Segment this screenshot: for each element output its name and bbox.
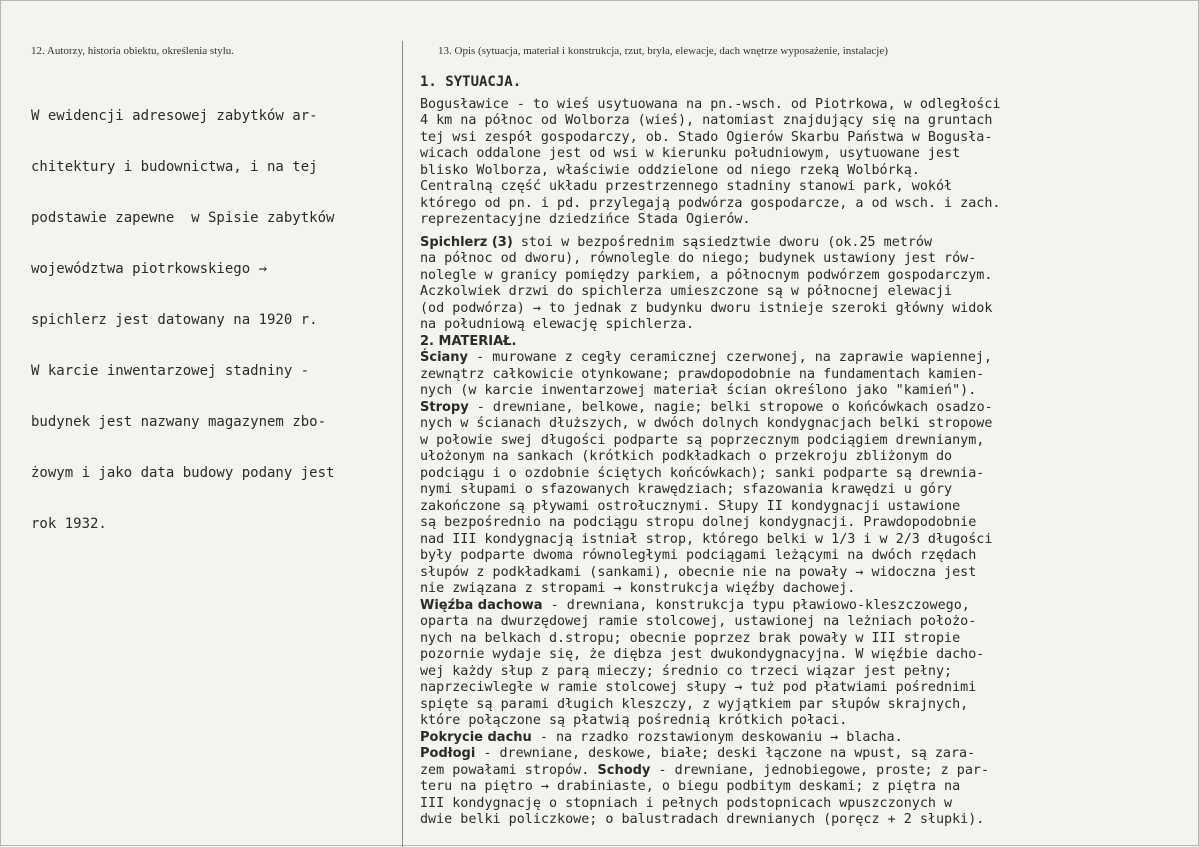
field-13-header: 13. Opis (sytuacja, materiał i konstrukcja, rzut, bryła, elewacje, dach wnętrze wyposażenie, instalacje) bbox=[438, 45, 888, 57]
roofing-line bbox=[420, 730, 1180, 747]
walls-label: Ściany bbox=[420, 350, 469, 365]
field-12-header: 12. Autorzy, historia obiektu, określenia stylu. bbox=[31, 45, 235, 57]
history-line: podstawie zapewne w Spisie zabytków bbox=[31, 210, 335, 226]
text-line: które połączone są płatwią pośrednią krótkich połaci. bbox=[420, 713, 848, 728]
section-heading-material: 2. MATERIAŁ. bbox=[420, 333, 517, 349]
text-line: nymi słupami o sfazowanych krawędziach; sfazowania krawędzi u góry bbox=[420, 482, 953, 497]
text-line: nolegle w granicy pomiędzy parkiem, a północnym podwórzem gospodarczym. bbox=[420, 267, 993, 283]
text-line: dwie belki policzkowe; o balustradach drewnianych (poręcz + 2 słupki). bbox=[420, 812, 985, 827]
roof-truss-label: Więźba dachowa bbox=[420, 597, 543, 613]
roofing-label: Pokrycie dachu bbox=[420, 729, 532, 745]
text-line: podciągu i o ozdobnie ściętych końcówkach); sanki podparte są drewnia- bbox=[420, 465, 985, 481]
text-line: - drewniane, deskowe, białe; deski łączone na wpust, są zara- bbox=[475, 746, 976, 761]
text-line: Bogusławice - to wieś usytuowana na pn.-wsch. od Piotrkowa, w odległości bbox=[420, 96, 1001, 112]
text-line: Aczkolwiek drzwi do spichlerza umieszczone są w północnej elewacji bbox=[420, 284, 953, 299]
text-line: ułożonym na sankach (krótkich podkładkach o przekroju zbliżonym do bbox=[420, 449, 953, 464]
text-line: reprezentacyjne dziedzińce Stada Ogierów. bbox=[420, 212, 751, 227]
text-line: zakończone są pływami ostrołucznymi. Słupy II kondygnacji ustawione bbox=[420, 498, 961, 514]
text-line: którego od pn. i pd. przylegają podwórza gospodarcze, a od wsch. i zach. bbox=[420, 195, 1001, 211]
text-line: - na rzadko rozstawionym deskowaniu → blacha. bbox=[531, 729, 903, 745]
column-divider bbox=[402, 41, 403, 847]
text-line: nych w ścianach dłuższych, w dwóch dolnych kondygnacjach belki stropowe bbox=[420, 416, 993, 431]
history-line: spichlerz jest datowany na 1920 r. bbox=[31, 312, 318, 328]
history-line: chitektury i budownictwa, i na tej bbox=[31, 159, 318, 175]
text-line: nych (w karcie inwentarzowej materiał ścian określono jako "kamień"). bbox=[420, 383, 977, 398]
text-line: teru na piętro → drabiniaste, o biegu podbitym deskami; z piętra na bbox=[420, 779, 961, 794]
text-line: - murowane z cegły ceramicznej czerwonej, na zaprawie wapiennej, bbox=[468, 350, 993, 365]
text-line: zewnątrz całkowicie otynkowane; prawdopodobnie na fundamentach kamien- bbox=[420, 366, 985, 382]
history-line: W karcie inwentarzowej stadniny - bbox=[31, 363, 310, 379]
floors-stairs-paragraph bbox=[420, 746, 1180, 829]
text-line: III kondygnację o stopniach i pełnych podstopnicach wpuszczonych w bbox=[420, 795, 953, 811]
history-line: województwa piotrkowskiego → bbox=[31, 261, 268, 277]
text-line: były podparte dwoma równoległymi podciągami leżącymi na dwóch rzędach bbox=[420, 548, 977, 563]
history-line: W ewidencji adresowej zabytków ar- bbox=[31, 108, 318, 124]
text-line: wej każdy słup z parą mieczy; średnio co trzeci wiązar jest pełny; bbox=[420, 663, 953, 679]
text-line: zem powałami stropów. bbox=[420, 762, 598, 778]
text-line: oparta na dwurzędowej ramie stolcowej, ustawionej na leżniach położo- bbox=[420, 614, 977, 629]
stairs-label: Schody bbox=[597, 762, 651, 778]
text-line: - drewniane, jednobiegowe, proste; z par- bbox=[650, 762, 990, 778]
ceilings-label: Stropy bbox=[420, 399, 469, 415]
history-line: rok 1932. bbox=[31, 516, 107, 532]
walls-paragraph bbox=[420, 350, 1180, 400]
history-text bbox=[31, 74, 391, 567]
text-line: pozornie wydaje się, że diębza jest dwukondygnacyjna. W więźbie dacho- bbox=[420, 647, 985, 662]
text-line: na północ od dworu), równolegle do niego; budynek ustawiony jest rów- bbox=[420, 251, 977, 266]
text-line: w połowie swej długości podparte są poprzecznym podciągiem drewnianym, bbox=[420, 432, 985, 448]
text-line: 4 km na północ od Wolborza (wieś), natomiast znajdujący się na gruntach bbox=[420, 113, 993, 128]
text-line: słupów z podkładkami (sankami), obecnie nie na powały → widoczna jest bbox=[420, 564, 977, 580]
text-line: spięte są parami długich kleszczy, z wyjątkiem par słupów skrajnych, bbox=[420, 696, 969, 712]
history-line: budynek jest nazwany magazynem zbo- bbox=[31, 414, 327, 430]
floors-label: Podłogi bbox=[420, 746, 476, 761]
text-line: nych na belkach d.stropu; obecnie poprzez brak powały w III stropie bbox=[420, 630, 961, 646]
description-text bbox=[420, 74, 1180, 829]
history-line: żowym i jako data budowy podany jest bbox=[31, 465, 335, 481]
situation-paragraph bbox=[420, 97, 1180, 229]
text-line: nie związana z stropami → konstrukcja więźby dachowej. bbox=[420, 581, 856, 596]
text-line: nad III kondygnacją istniał strop, którego belki w 1/3 i w 2/3 długości bbox=[420, 531, 993, 547]
text-line: blisko Wolborza, właściwie oddzielone od niego rzeką Wolbórką. bbox=[420, 162, 920, 178]
text-line: - drewniana, konstrukcja typu pławiowo-kleszczowego, bbox=[542, 597, 970, 613]
text-line: wicach oddalone jest od wsi w kierunku południowym, usytuowane jest bbox=[420, 146, 961, 161]
text-line: tej wsi zespół gospodarczy, ob. Stado Ogierów Skarbu Państwa w Bogusła- bbox=[420, 129, 993, 145]
text-line: (od podwórza) → to jednak z budynku dworu istnieje szeroki główny widok bbox=[420, 300, 993, 316]
text-line: - drewniane, belkowe, nagie; belki stropowe o końcówkach osadzo- bbox=[468, 399, 993, 415]
ceilings-paragraph bbox=[420, 400, 1180, 598]
text-line: Centralną część układu przestrzennego stadniny stanowi park, wokół bbox=[420, 179, 953, 194]
granary-label: Spichlerz (3) bbox=[420, 234, 513, 250]
text-line: są bezpośrednio na podciągu stropu dolnej kondygnacji. Prawdopodobnie bbox=[420, 515, 977, 530]
text-line: stoi w bezpośrednim sąsiedztwie dworu (ok.25 metrów bbox=[512, 234, 933, 250]
granary-paragraph bbox=[420, 235, 1180, 334]
text-line: naprzeciwległe w ramie stolcowej słupy → tuż pod płatwiami pośrednimi bbox=[420, 680, 977, 695]
text-line: na południową elewację spichlerza. bbox=[420, 317, 695, 332]
section-heading-situation: 1. SYTUACJA. bbox=[420, 74, 522, 90]
roof-truss-paragraph bbox=[420, 598, 1180, 730]
